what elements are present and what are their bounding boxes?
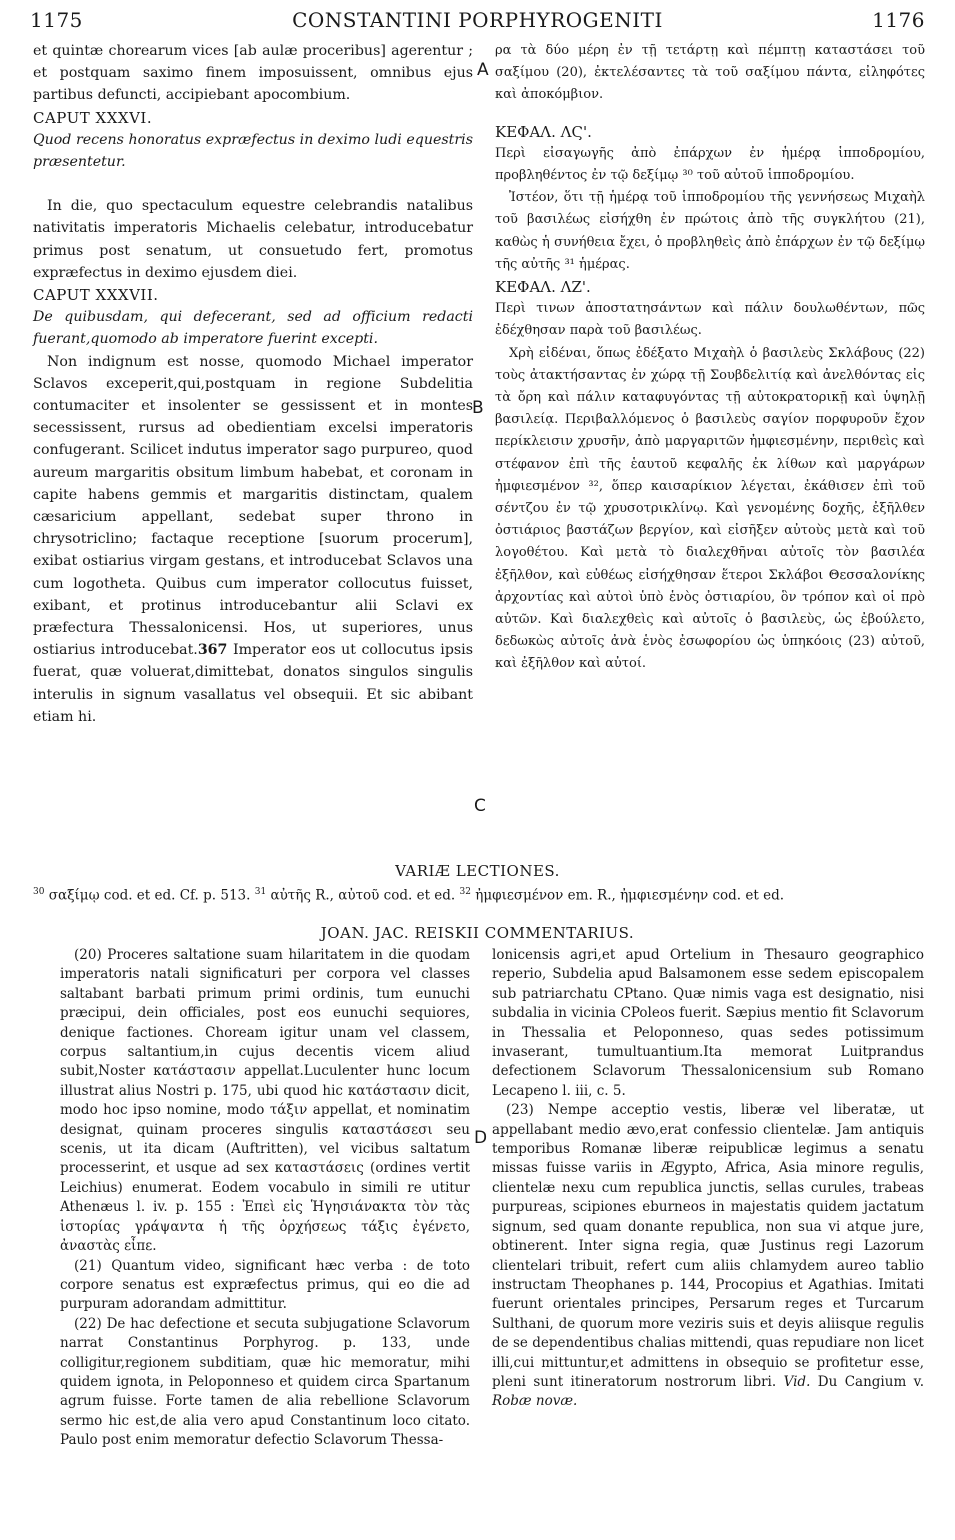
du-cange: Du Cangium v.	[817, 1373, 924, 1390]
note-23-text: (23) Nempe acceptio vestis, liberæ vel liberatæ, ut appellabant medio ævo,erat confessio clientelæ. Jam antiquis temporibus Romanæ liberæ reipublicæ legimus a senatu missas fuisse variis in Ægypto, Africa, Asia minore regulis, clientelæ nexu cum republica junctis, sellas curules, trabeas purpureas, scipiones eburneos in majestatis quidem jactatum signum, sed quam donante republica, non sua vi atque jure, obtinerent. Inter signa regia, quæ Justinus regi Lazorum clientelari tribuit, refert cum aliis chlamydem aureo tablio instructam Theophanes p. 144, Procopius et Agathias. Imitati fuerunt orientales principes, Persarum reges et Turcarum Sulthani, de quorum more veziris suis et deyis aliisque regulis de se dependentibus chalias mittendi, quas repudiare non licet illi,cui mittuntur,et admittens in obsequio se profitetur esse, pleni sunt itineratorum nostrorum libri.	[492, 1102, 924, 1390]
kephal-36-heading: ΚΕΦΑΛ. ΛϚ'.	[495, 122, 592, 141]
variant-32: ἠμφιεσμένον em. R., ἠμφιεσμένην cod. et ed.	[475, 887, 785, 904]
variant-30: σαξίμῳ cod. et ed. Cf. p. 513.	[48, 887, 251, 904]
margin-letter-d: D	[474, 1128, 488, 1148]
caput-36-heading: CAPUT XXXVI.	[33, 108, 153, 127]
commentary-right-column	[492, 946, 924, 1412]
note-23	[492, 1101, 924, 1412]
variant-31: αὐτῆς R., αὐτοῦ cod. et ed.	[270, 887, 456, 904]
variae-lectiones-heading: VARIÆ LECTIONES.	[395, 862, 560, 880]
note-22: (22) De hac defectione et secuta subjugatione Sclavorum narrat Constantinus Porphyrog. p. 133, unde colligitur,regionem subditiam, quæ hic memoratur, mihi quidem ignota, in Peloponneso et quidem circa Spartanum agrum fuisse. Forte tamen de alia rebellione Sclavorum sermo hic est,de alia vero apud Constantinum loco citato. Paulo post enim memoratur defectio Sclavorum Thessa-	[60, 1315, 470, 1449]
note-21: (21) Quantum video, significant hæc verba : de toto corpore senatus est expræfectus primus, qui eo die ad purpuram adorandam admittitur.	[60, 1257, 470, 1313]
margin-letter-b: B	[472, 398, 484, 418]
note-number: 32	[459, 887, 471, 897]
variae-lectiones	[33, 882, 925, 906]
kephal-37-summary: Περὶ τινων ἀποστατησάντων καὶ πάλιν δουλωθέντων, πῶς ἐδέχθησαν παρὰ τοῦ βασιλέως.	[495, 301, 925, 339]
latin-column	[33, 40, 473, 728]
note-number: 30	[33, 887, 45, 897]
kephal-37-heading: ΚΕΦΑΛ. ΛΖ'.	[495, 278, 591, 297]
page-marker: 367	[197, 642, 228, 659]
note-number: 31	[254, 887, 267, 897]
running-title: CONSTANTINI PORPHYROGENITI	[292, 8, 663, 32]
caput-36-text: In die, quo spectaculum equestre celebrandis natalibus nativitatis imperatoris Michaelis celebatur, introducebatur primus post senatum, ut consuetudo fert, promotus expræfectus in deximo ejusdem diei.	[33, 198, 473, 281]
commentary-left-column	[60, 946, 470, 1451]
margin-letter-a: A	[477, 60, 489, 80]
column-number-left: 1175	[30, 8, 83, 32]
caput-37-heading: CAPUT XXXVII.	[33, 286, 159, 305]
greek-column	[495, 40, 925, 676]
kephal-36-text: Ἰστέον, ὅτι τῇ ἡμέρᾳ τοῦ ἱπποδρομίου τῆς γεννήσεως Μιχαὴλ τοῦ βασιλέως εἰσήχθη ἐν πρώτοις ἀπὸ τῆς συγκλήτου (21), καθὼς ἡ συνήθεια ἔχει, ὁ προβληθεὶς ἀπὸ ἐπάρχων ἐν τῷ δεξίμῳ τῆς αὐτῆς ³¹ ἡμέρας.	[495, 190, 925, 272]
kephal-37-text: Χρὴ εἰδέναι, ὅπως ἐδέξατο Μιχαὴλ ὁ βασιλεὺς Σκλάβους (22) τοὺς ἀτακτήσαντας ἐν χώρᾳ τῇ Σουβδελιτίᾳ καὶ ἀνελθόντας εἰς τὰ ὄρη καὶ πάλιν καταφυγόντας τῇ αὐτοκρατορικῇ καὶ ὑψηλῇ βασιλείᾳ. Περιβαλλόμενος ὁ βασιλεὺς σαγίον πορφυροῦν ἔχον περίκλεισιν χρυσῆν, ἀπὸ μαργαριτῶν ἠμφιεσμένην, περιθεὶς καὶ στέφανον ἐπὶ τῆς ἑαυτοῦ κεφαλῆς ἐκ λίθων καὶ μαργάρων ἠμφιεσμένον ³², ὅπερ καισαρίκιον λέγεται, ἐκάθισεν ἐπὶ τοῦ σέντζου ἐν τῷ χρυσοτρικλίνῳ. Καὶ γενομένης δοχῆς, ἐξῆλθεν ὀστιάριος βαστάζων βεργίον, καὶ εἰσῆξεν αὐτοὺς μετὰ καὶ τοῦ λογοθέτου. Καὶ μετὰ τὸ διαλεχθῆναι αὐτοῖς τὸν βασιλέα ἐξῆλθον, καὶ εὐθέως εἰσήχθησαν ἕτεροι Σκλάβοι Θεσσαλονίκης ἀρχοντίας καὶ αὐτοὶ ὑπὸ ἑνὸς ὀστιαρίου, ὃν τρόπον καὶ οἱ πρὸ αὐτῶν. Καὶ διαλεχθεὶς καὶ αὐτοῖς ὁ βασιλεὺς, ὡς ἐβούλετο, δεδωκὼς αὐτοῖς ἀνὰ ἑνὸς ἐσωφορίου ὡς ὑπηκόοις (23) αὐτοῦ, καὶ ἐξῆλθον καὶ αὐτοί.	[495, 345, 925, 672]
caput-37-text-a: Non indignum est nosse, quomodo Michael imperator Sclavos exceperit,qui,postquam in regione Subdelitia contumaciter et insolenter se gessissent et in montes secessissent, rursus ad obedientiam excelsi imperatoris confugerant. Scilicet indutus imperator sago purpureo, quod aureum margaritis obsitum limbum habebat, et coronam in capite habens gemmis et margaritis distinctam, qualem cæsaricium appellant, sedebat super throno in chrysotriclino; factaque receptione [suorum procerum], exibat ostiarius virgam gestans, et introducebat Sclavos una cum logotheta. Quibus cum imperator collocutus fuisset, exibant, et protinus introducebantur alii Sclavi ex præfectura Thessalonicensi. Hos, ut superiores, unus ostiarius introducebat.	[33, 353, 473, 659]
latin-intro: et quintæ chorearum vices [ab aulæ proceribus] agerentur ; et postquam saximo finem imposuissent, omnibus ejus partibus defuncti, accipiebant apocombium.	[33, 43, 473, 104]
column-number-right: 1176	[872, 8, 925, 32]
caput-37-text-b: Imperator eos ut collocutus ipsis fuerat, quæ voluerat,dimittebat, donatos singulos singulis interulis in signum vasallatus vel obsequii. Et sic abibant etiam hi.	[33, 642, 474, 725]
note-22-continued: lonicensis agri,et apud Ortelium in Thesauro geographico reperio, Subdelia apud Balsamonem esse sedem episcopalem sub patriarchatu CPtano. Quæ nimis vaga est designatio, nisi subdalia in vicinia CPoleos fuerit. Sæpius mentio fit Sclavorum in Thessalia et Peloponneso, quas sedes potissimum invaserant, tumultuantium.Ita memorat Luitprandus defectionem Sclavorum Thessalonicensium sub Romano Lecapeno l. iii, c. 5.	[492, 947, 924, 1099]
commentary-heading: JOAN. JAC. REISKII COMMENTARIUS.	[320, 924, 635, 942]
greek-intro: ρα τὰ δύο μέρη ἐν τῇ τετάρτῃ καὶ πέμπτῃ καταστάσει τοῦ σαξίμου (20), ἐκτελέσαντες τὰ τοῦ σαξίμου πάντα, εἰληφότες καὶ ἀποκόμβιον.	[495, 43, 925, 103]
caput-36-summary: Quod recens honoratus expræfectus in deximo ludi equestris præsentetur.	[33, 131, 473, 171]
note-20: (20) Proceres saltatione suam hilaritatem in die quodam imperatoris natali significaturi per corpora vel classes saltabant barbati primum primi ordinis, tum eunuchi præcipui, dein officiales, post eos eunuchi sequiores, denique factiones. Choream igitur unam vel classem, corpus saltantium,in cujus decentis vicem aliud subit,Noster κατάστασιν appellat.Luculenter hunc locum illustrat alius Nostri p. 175, ubi quod hic κατάστασιν dicit, modo hoc ipso nomine, modo τάξιν appellat, et nominatim designat, quinam proceres singulis καταστάσεσι seu scenis, ut ita dicam (Auftritten), vel vicibus saltatum processerint, et usque ad sex καταστάσεις (ordines vertit Leichius) enumerat. Eodem vocabulo in simili re utitur Athenæus l. iv. p. 155 : Ἐπεὶ εἰς Ἡγησιάνακτα τὸν τὰς ἱστορίας γράψαντα ἡ τῆς ὀρχήσεως τάξις ἐγένετο, ἀναστὰς εἶπε.	[60, 947, 470, 1255]
caput-37-text	[33, 351, 473, 728]
caput-37-summary: De quibusdam, qui defecerant, sed ad officium redacti fuerant,quomodo ab imperatore fuerint excepti.	[33, 309, 473, 348]
vid-abbrev: Vid.	[783, 1373, 811, 1390]
margin-letter-c: C	[474, 796, 486, 816]
robae-novae: Robæ novæ.	[492, 1393, 578, 1410]
running-head	[30, 8, 925, 38]
kephal-36-summary: Περὶ εἰσαγωγῆς ἀπὸ ἐπάρχων ἐν ἡμέρᾳ ἱπποδρομίου, προβληθέντος ἐν τῷ δεξίμῳ ³⁰ τοῦ αὐτοῦ ἱπποδρομίου.	[495, 145, 925, 184]
